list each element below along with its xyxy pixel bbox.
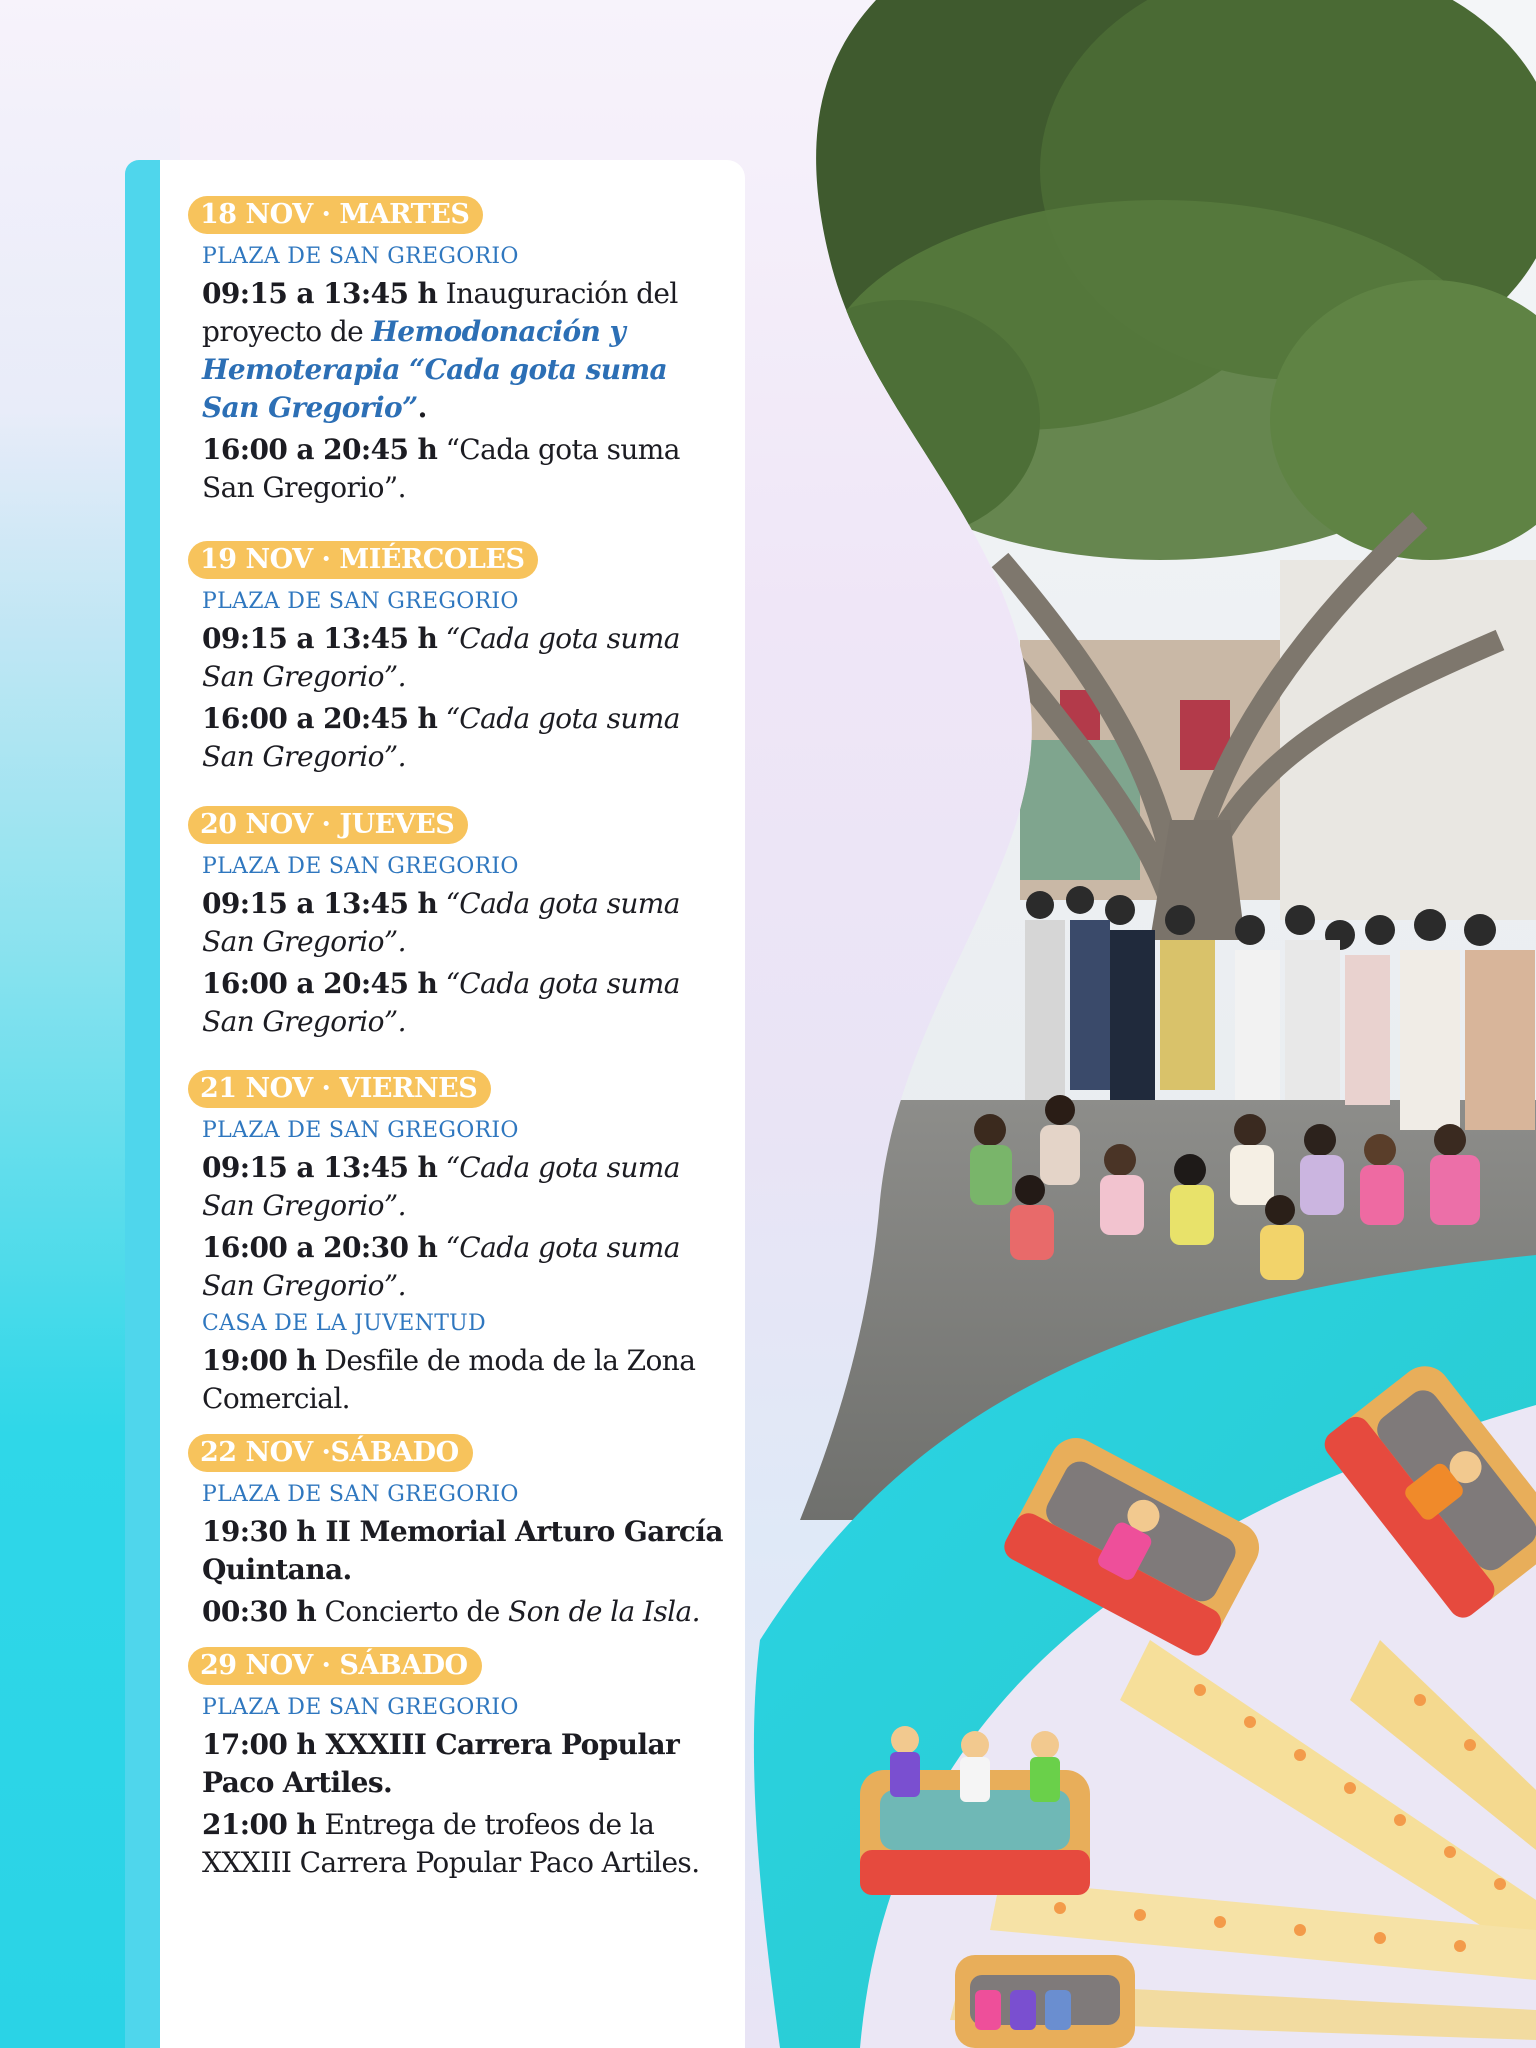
- date-pill: 21 NOV · VIERNES: [188, 1070, 491, 1108]
- event-item: 19:00 h Desfile de moda de la Zona Comercial.: [202, 1344, 696, 1415]
- venue-label: PLAZA DE SAN GREGORIO: [202, 244, 519, 269]
- date-pill: 20 NOV · JUEVES: [188, 806, 468, 844]
- event-item: 19:30 h II Memorial Arturo García Quintana.: [202, 1515, 723, 1586]
- event-item: 21:00 h Entrega de trofeos de la XXXIII Carrera Popular Paco Artiles.: [202, 1808, 700, 1879]
- event-item: 16:00 a 20:45 h “Cada gota suma San Gregorio”.: [202, 702, 680, 773]
- venue-label: PLAZA DE SAN GREGORIO: [202, 589, 519, 614]
- event-item: 09:15 a 13:45 h “Cada gota suma San Gregorio”.: [202, 622, 680, 693]
- schedule-day-20-nov: [188, 806, 733, 1041]
- schedule-day-22-nov: [188, 1434, 733, 1631]
- venue-label: PLAZA DE SAN GREGORIO: [202, 854, 519, 879]
- event-item: 00:30 h Concierto de Son de la Isla.: [202, 1595, 700, 1628]
- event-item: 17:00 h XXXIII Carrera Popular Paco Artiles.: [202, 1728, 680, 1799]
- date-pill: 19 NOV · MIÉRCOLES: [188, 541, 538, 579]
- schedule-day-29-nov: [188, 1647, 733, 1882]
- schedule-day-18-nov: [188, 196, 733, 507]
- date-pill: 29 NOV · SÁBADO: [188, 1647, 482, 1685]
- event-item: 09:15 a 13:45 h Inauguración del proyecto de Hemodonación y Hemoterapia “Cada gota suma San Gregorio”.: [202, 277, 678, 424]
- card-accent-strip: [125, 160, 165, 2048]
- schedule-day-21-nov: [188, 1070, 733, 1418]
- event-item: 16:00 a 20:45 h “Cada gota suma San Gregorio”.: [202, 967, 680, 1038]
- event-item: 16:00 a 20:30 h “Cada gota suma San Gregorio”.: [202, 1231, 680, 1302]
- schedule-day-19-nov: [188, 541, 733, 776]
- event-item: 09:15 a 13:45 h “Cada gota suma San Gregorio”.: [202, 887, 680, 958]
- venue-label: PLAZA DE SAN GREGORIO: [202, 1118, 519, 1143]
- venue-label: PLAZA DE SAN GREGORIO: [202, 1482, 519, 1507]
- event-item: 09:15 a 13:45 h “Cada gota suma San Gregorio”.: [202, 1151, 680, 1222]
- venue-label: CASA DE LA JUVENTUD: [202, 1311, 486, 1336]
- date-pill: 18 NOV · MARTES: [188, 196, 483, 234]
- venue-label: PLAZA DE SAN GREGORIO: [202, 1695, 519, 1720]
- event-item: 16:00 a 20:45 h “Cada gota suma San Gregorio”.: [202, 433, 680, 504]
- date-pill: 22 NOV ·SÁBADO: [188, 1434, 473, 1472]
